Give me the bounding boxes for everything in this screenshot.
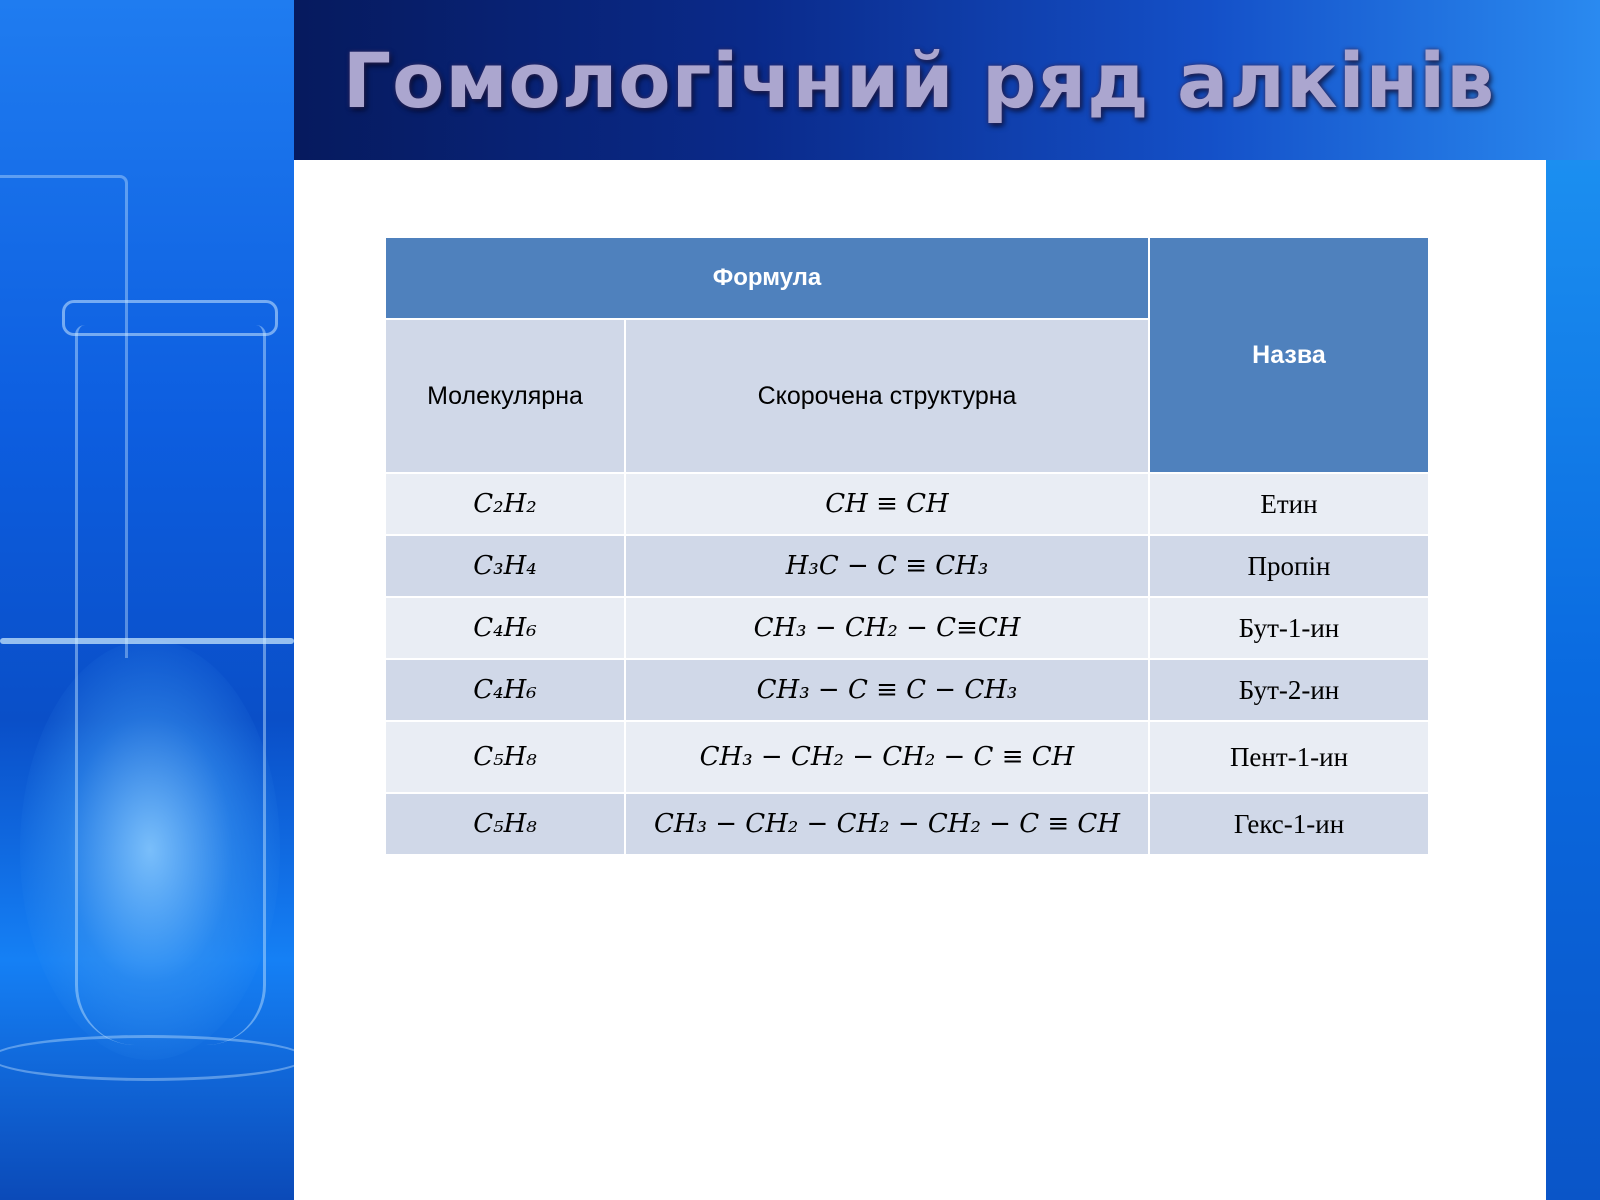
header-name: Назва xyxy=(1149,237,1429,473)
structural-formula: CH₃ − CH₂ − CH₂ − CH₂ − C ≡ CH xyxy=(625,793,1149,855)
right-decor-band xyxy=(1546,160,1600,1200)
molecular-formula: C₅H₈ xyxy=(385,721,625,793)
table-row xyxy=(385,535,1429,597)
molecular-formula: C₄H₆ xyxy=(385,659,625,721)
compound-name: Бут-2-ин xyxy=(1149,659,1429,721)
molecular-formula: C₄H₆ xyxy=(385,597,625,659)
header-formula: Формула xyxy=(385,237,1149,319)
compound-name: Пент-1-ин xyxy=(1149,721,1429,793)
molecular-formula: C₂H₂ xyxy=(385,473,625,535)
flask-body xyxy=(75,325,266,1045)
table-row xyxy=(385,597,1429,659)
molecular-formula: C₅H₈ xyxy=(385,793,625,855)
compound-name: Пропін xyxy=(1149,535,1429,597)
structural-formula: CH₃ − C ≡ C − CH₃ xyxy=(625,659,1149,721)
structural-formula: H₃C − C ≡ CH₃ xyxy=(625,535,1149,597)
compound-name: Бут-1-ин xyxy=(1149,597,1429,659)
water-surface xyxy=(0,638,294,644)
table-row xyxy=(385,721,1429,793)
molecular-formula: C₃H₄ xyxy=(385,535,625,597)
alkynes-table xyxy=(384,236,1430,856)
flask-base-ring xyxy=(0,1035,294,1081)
structural-formula: CH ≡ CH xyxy=(625,473,1149,535)
header-structural: Скорочена структурна xyxy=(625,319,1149,473)
compound-name: Етин xyxy=(1149,473,1429,535)
compound-name: Гекс-1-ин xyxy=(1149,793,1429,855)
table-row xyxy=(385,473,1429,535)
laboratory-glassware-photo xyxy=(0,0,294,1200)
slide-title: Гомологічний ряд алкінів xyxy=(342,36,1496,125)
table-row xyxy=(385,659,1429,721)
structural-formula: CH₃ − CH₂ − CH₂ − C ≡ CH xyxy=(625,721,1149,793)
table-row xyxy=(385,793,1429,855)
structural-formula: CH₃ − CH₂ − C≡CH xyxy=(625,597,1149,659)
header-molecular: Молекулярна xyxy=(385,319,625,473)
